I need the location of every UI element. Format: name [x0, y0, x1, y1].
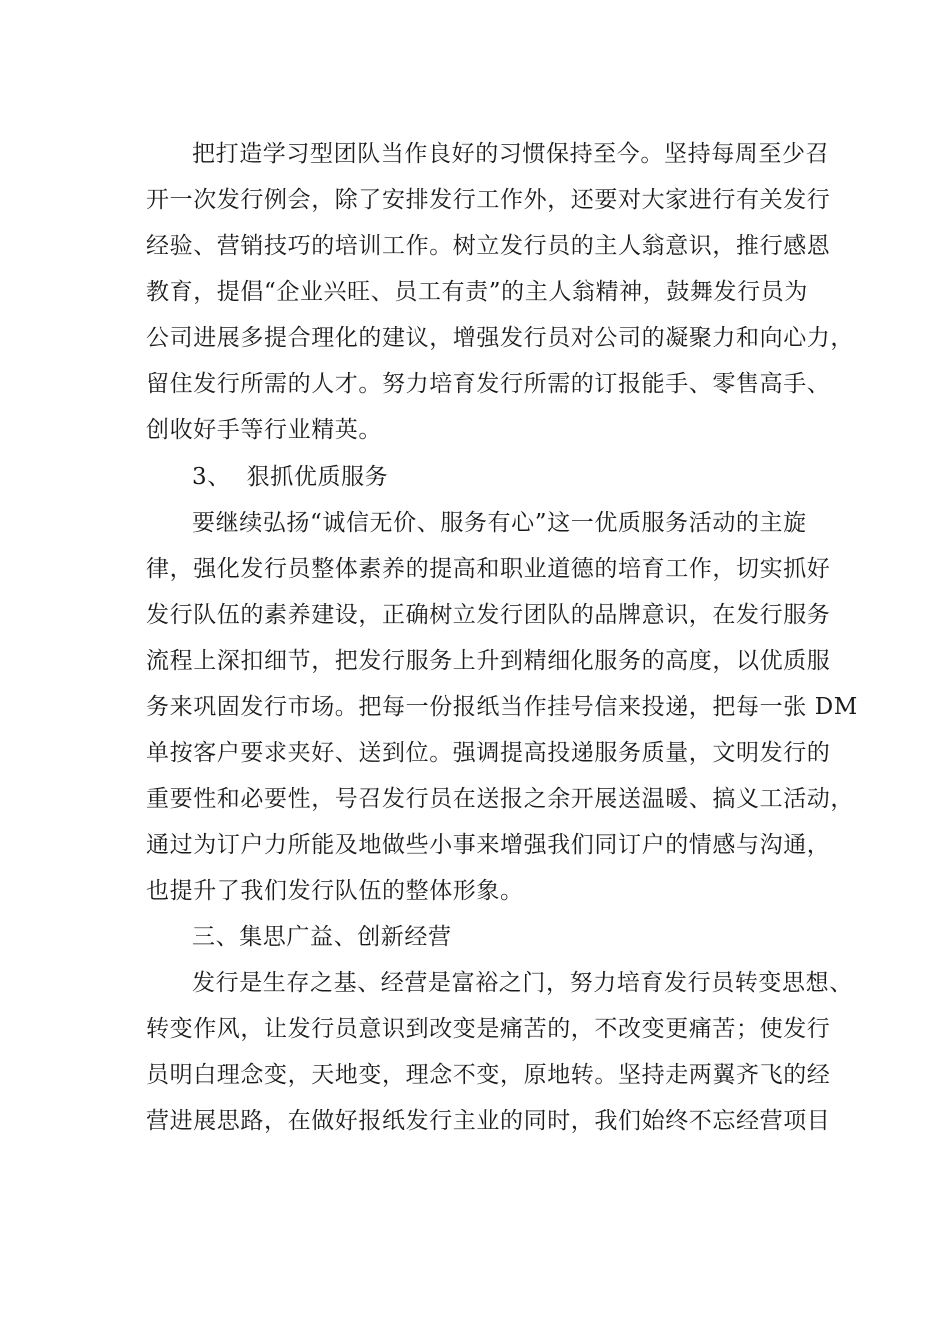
paragraph-line: 律，强化发行员整体素养的提高和职业道德的培育工作，切实抓好: [146, 556, 831, 582]
paragraph-line: 营进展思路，在做好报纸发行主业的同时，我们始终不忘经营项目: [146, 1108, 831, 1134]
paragraph-line: 创收好手等行业精英。: [146, 417, 382, 443]
paragraph-line: 流程上深扣细节，把发行服务上升到精细化服务的高度，以优质服: [146, 648, 831, 674]
paragraph-line: 也提升了我们发行队伍的整体形象。: [146, 878, 524, 904]
paragraph-line: 教育，提倡“企业兴旺、员工有责”的主人翁精神，鼓舞发行员为: [146, 279, 808, 305]
paragraph-line: 公司进展多提合理化的建议，增强发行员对公司的凝聚力和向心力，: [146, 325, 854, 351]
paragraph-line: 留住发行所需的人才。努力培育发行所需的订报能手、零售高手、: [146, 371, 831, 397]
section-heading: 三、集思广益、创新经营: [192, 924, 452, 950]
paragraph-line: 员明白理念变，天地变，理念不变，原地转。坚持走两翼齐飞的经: [146, 1062, 831, 1088]
paragraph-line: 发行队伍的素养建设，正确树立发行团队的品牌意识，在发行服务: [146, 602, 831, 628]
paragraph-line: 务来巩固发行市场。把每一份报纸当作挂号信来投递，把每一张 DM: [146, 694, 858, 720]
paragraph-line: 要继续弘扬“诚信无价、服务有心”这一优质服务活动的主旋: [192, 510, 807, 536]
paragraph-line: 单按客户要求夹好、送到位。强调提高投递服务质量，文明发行的: [146, 740, 831, 766]
paragraph-line: 把打造学习型团队当作良好的习惯保持至今。坚持每周至少召: [192, 141, 830, 167]
paragraph-line: 转变作风，让发行员意识到改变是痛苦的，不改变更痛苦；使发行: [146, 1016, 831, 1042]
paragraph-line: 开一次发行例会，除了安排发行工作外，还要对大家进行有关发行: [146, 187, 831, 213]
paragraph-line: 发行是生存之基、经营是富裕之门，努力培育发行员转变思想、: [192, 970, 853, 996]
section-heading: 3、 狠抓优质服务: [192, 464, 389, 490]
paragraph-line: 通过为订户力所能及地做些小事来增强我们同订户的情感与沟通，: [146, 832, 831, 858]
paragraph-line: 经验、营销技巧的培训工作。树立发行员的主人翁意识，推行感恩: [146, 233, 831, 259]
paragraph-line: 重要性和必要性，号召发行员在送报之余开展送温暖、搞义工活动，: [146, 786, 854, 812]
